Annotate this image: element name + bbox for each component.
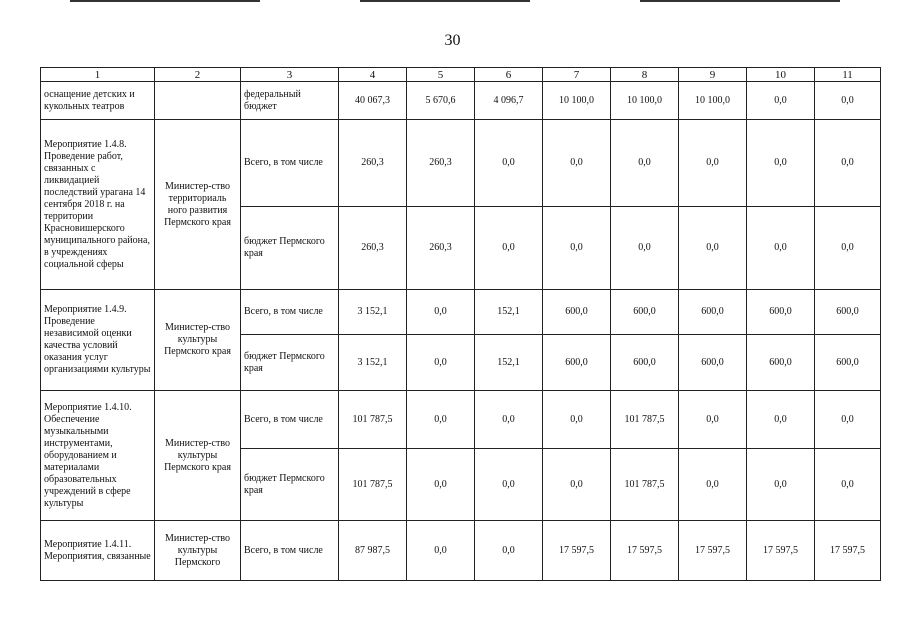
value-cell: 600,0 [679, 335, 747, 391]
column-header: 10 [747, 68, 815, 82]
top-rule [360, 0, 530, 2]
value-cell: 260,3 [407, 207, 475, 290]
value-cell: 101 787,5 [339, 391, 407, 449]
executor-cell: Министер-ство культуры Пермского края [155, 290, 241, 391]
value-cell: 0,0 [475, 120, 543, 207]
value-cell: 101 787,5 [611, 449, 679, 521]
value-cell: 0,0 [543, 207, 611, 290]
value-cell: 0,0 [475, 207, 543, 290]
funding-source-cell: Всего, в том числе [241, 290, 339, 335]
value-cell: 0,0 [407, 391, 475, 449]
column-header: 2 [155, 68, 241, 82]
value-cell: 3 152,1 [339, 335, 407, 391]
column-header: 7 [543, 68, 611, 82]
value-cell: 600,0 [747, 335, 815, 391]
value-cell: 0,0 [679, 207, 747, 290]
value-cell: 0,0 [611, 120, 679, 207]
table-row [41, 290, 881, 335]
column-header: 8 [611, 68, 679, 82]
value-cell: 0,0 [679, 391, 747, 449]
value-cell: 600,0 [747, 290, 815, 335]
value-cell: 0,0 [747, 120, 815, 207]
value-cell: 0,0 [679, 449, 747, 521]
column-numbers-row [41, 68, 881, 82]
value-cell: 4 096,7 [475, 82, 543, 120]
table-row [41, 521, 881, 581]
value-cell: 600,0 [611, 290, 679, 335]
value-cell: 0,0 [475, 521, 543, 581]
executor-cell: Министер-ство культуры Пермского края [155, 391, 241, 521]
value-cell: 600,0 [611, 335, 679, 391]
value-cell: 87 987,5 [339, 521, 407, 581]
value-cell: 0,0 [815, 207, 881, 290]
value-cell: 3 152,1 [339, 290, 407, 335]
top-rule [70, 0, 260, 2]
value-cell: 0,0 [407, 521, 475, 581]
value-cell: 10 100,0 [611, 82, 679, 120]
column-header: 11 [815, 68, 881, 82]
value-cell: 0,0 [543, 120, 611, 207]
funding-source-cell: Всего, в том числе [241, 391, 339, 449]
funding-source-cell: бюджет Пермского края [241, 207, 339, 290]
executor-cell: Министер-ство территориаль ного развития Пермского края [155, 120, 241, 290]
value-cell: 17 597,5 [543, 521, 611, 581]
value-cell: 0,0 [543, 449, 611, 521]
funding-source-cell: бюджет Пермского края [241, 335, 339, 391]
value-cell: 101 787,5 [611, 391, 679, 449]
value-cell: 0,0 [475, 391, 543, 449]
value-cell: 40 067,3 [339, 82, 407, 120]
event-name-cell: Мероприятие 1.4.10. Обеспечение музыкальными инструментами, оборудованием и материалами образовательных учреждений в сфере культуры [41, 391, 155, 521]
funding-source-cell: Всего, в том числе [241, 120, 339, 207]
column-header: 3 [241, 68, 339, 82]
table-row [41, 82, 881, 120]
value-cell: 0,0 [747, 449, 815, 521]
value-cell: 0,0 [747, 82, 815, 120]
value-cell: 0,0 [543, 391, 611, 449]
executor-cell [155, 82, 241, 120]
value-cell: 17 597,5 [815, 521, 881, 581]
funding-source-cell: бюджет Пермского края [241, 449, 339, 521]
value-cell: 17 597,5 [679, 521, 747, 581]
event-name-cell: Мероприятие 1.4.8. Проведение работ, связанных с ликвидацией последствий урагана 14 сентября 2018 г. на территории Красновишерского муниципального района, в учреждениях социальной сферы [41, 120, 155, 290]
value-cell: 5 670,6 [407, 82, 475, 120]
table-row [41, 391, 881, 449]
value-cell: 152,1 [475, 335, 543, 391]
value-cell: 0,0 [475, 449, 543, 521]
event-name-cell: Мероприятие 1.4.9. Проведение независимой оценки качества условий оказания услуг организациями культуры [41, 290, 155, 391]
value-cell: 0,0 [747, 391, 815, 449]
value-cell: 0,0 [815, 82, 881, 120]
value-cell: 0,0 [815, 120, 881, 207]
value-cell: 260,3 [407, 120, 475, 207]
value-cell: 0,0 [407, 290, 475, 335]
event-name-cell: оснащение детских и кукольных театров [41, 82, 155, 120]
funding-source-cell: федеральный бюджет [241, 82, 339, 120]
column-header: 1 [41, 68, 155, 82]
value-cell: 600,0 [815, 290, 881, 335]
value-cell: 0,0 [407, 449, 475, 521]
value-cell: 0,0 [679, 120, 747, 207]
value-cell: 0,0 [747, 207, 815, 290]
value-cell: 0,0 [407, 335, 475, 391]
value-cell: 600,0 [679, 290, 747, 335]
column-header: 5 [407, 68, 475, 82]
column-header: 9 [679, 68, 747, 82]
column-header: 6 [475, 68, 543, 82]
value-cell: 17 597,5 [747, 521, 815, 581]
value-cell: 600,0 [543, 290, 611, 335]
value-cell: 152,1 [475, 290, 543, 335]
budget-table [40, 67, 881, 581]
executor-cell: Министер-ство культуры Пермского [155, 521, 241, 581]
column-header: 4 [339, 68, 407, 82]
value-cell: 10 100,0 [679, 82, 747, 120]
value-cell: 260,3 [339, 120, 407, 207]
value-cell: 17 597,5 [611, 521, 679, 581]
value-cell: 10 100,0 [543, 82, 611, 120]
value-cell: 600,0 [543, 335, 611, 391]
table-row [41, 120, 881, 207]
value-cell: 600,0 [815, 335, 881, 391]
value-cell: 0,0 [815, 391, 881, 449]
top-rule [640, 0, 840, 2]
value-cell: 0,0 [611, 207, 679, 290]
page-number: 30 [444, 32, 461, 49]
event-name-cell: Мероприятие 1.4.11. Мероприятия, связанные [41, 521, 155, 581]
value-cell: 0,0 [815, 449, 881, 521]
funding-source-cell: Всего, в том числе [241, 521, 339, 581]
value-cell: 260,3 [339, 207, 407, 290]
value-cell: 101 787,5 [339, 449, 407, 521]
